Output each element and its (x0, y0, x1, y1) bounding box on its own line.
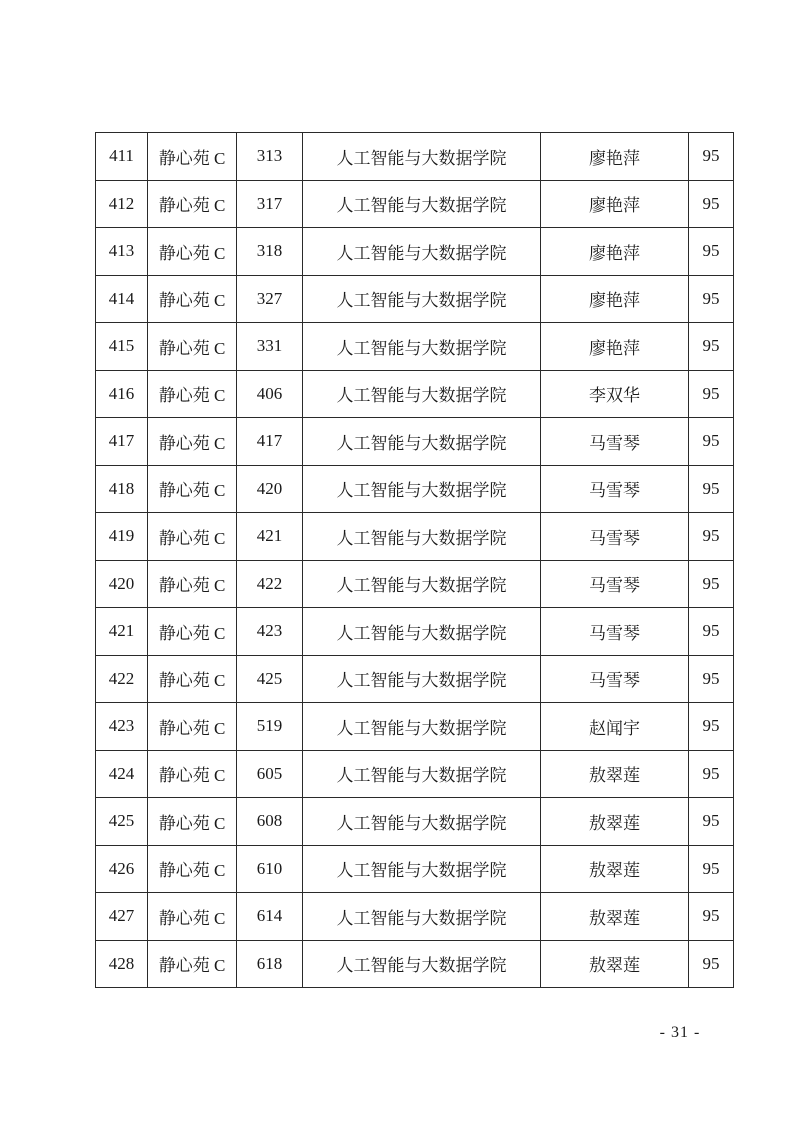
table-row (96, 893, 734, 941)
cell-college: 人工智能与大数据学院 (303, 323, 541, 371)
cell-score: 95 (689, 323, 734, 371)
cell-room: 614 (237, 893, 303, 941)
cell-room: 422 (237, 560, 303, 608)
cell-college: 人工智能与大数据学院 (303, 845, 541, 893)
cell-index: 427 (96, 893, 148, 941)
cell-room: 421 (237, 513, 303, 561)
cell-room: 618 (237, 940, 303, 988)
cell-index: 413 (96, 228, 148, 276)
cell-index: 420 (96, 560, 148, 608)
cell-name: 敖翠莲 (541, 750, 689, 798)
cell-college: 人工智能与大数据学院 (303, 608, 541, 656)
table-row (96, 228, 734, 276)
cell-room: 608 (237, 798, 303, 846)
cell-room: 318 (237, 228, 303, 276)
cell-name: 廖艳萍 (541, 275, 689, 323)
cell-college: 人工智能与大数据学院 (303, 560, 541, 608)
cell-building: 静心苑 C (148, 275, 237, 323)
cell-name: 马雪琴 (541, 418, 689, 466)
cell-college: 人工智能与大数据学院 (303, 750, 541, 798)
cell-name: 马雪琴 (541, 655, 689, 703)
cell-building: 静心苑 C (148, 750, 237, 798)
cell-score: 95 (689, 608, 734, 656)
data-table (95, 132, 734, 988)
cell-college: 人工智能与大数据学院 (303, 228, 541, 276)
table-row (96, 608, 734, 656)
cell-index: 419 (96, 513, 148, 561)
cell-building: 静心苑 C (148, 418, 237, 466)
cell-score: 95 (689, 845, 734, 893)
cell-index: 428 (96, 940, 148, 988)
cell-building: 静心苑 C (148, 228, 237, 276)
cell-index: 412 (96, 180, 148, 228)
cell-name: 敖翠莲 (541, 845, 689, 893)
cell-room: 605 (237, 750, 303, 798)
cell-score: 95 (689, 465, 734, 513)
cell-index: 423 (96, 703, 148, 751)
table-row (96, 465, 734, 513)
cell-college: 人工智能与大数据学院 (303, 133, 541, 181)
table-row (96, 133, 734, 181)
cell-index: 418 (96, 465, 148, 513)
table-row (96, 655, 734, 703)
cell-room: 610 (237, 845, 303, 893)
cell-room: 406 (237, 370, 303, 418)
cell-building: 静心苑 C (148, 180, 237, 228)
cell-college: 人工智能与大数据学院 (303, 418, 541, 466)
table-row (96, 180, 734, 228)
cell-name: 廖艳萍 (541, 228, 689, 276)
cell-name: 廖艳萍 (541, 323, 689, 371)
cell-college: 人工智能与大数据学院 (303, 703, 541, 751)
cell-score: 95 (689, 180, 734, 228)
cell-room: 420 (237, 465, 303, 513)
cell-room: 417 (237, 418, 303, 466)
cell-name: 廖艳萍 (541, 133, 689, 181)
cell-building: 静心苑 C (148, 940, 237, 988)
table-row (96, 798, 734, 846)
cell-college: 人工智能与大数据学院 (303, 513, 541, 561)
cell-name: 廖艳萍 (541, 180, 689, 228)
cell-index: 417 (96, 418, 148, 466)
cell-room: 331 (237, 323, 303, 371)
table-row (96, 513, 734, 561)
table-row (96, 560, 734, 608)
cell-building: 静心苑 C (148, 703, 237, 751)
cell-name: 敖翠莲 (541, 893, 689, 941)
cell-building: 静心苑 C (148, 798, 237, 846)
cell-index: 416 (96, 370, 148, 418)
cell-college: 人工智能与大数据学院 (303, 275, 541, 323)
cell-name: 李双华 (541, 370, 689, 418)
cell-college: 人工智能与大数据学院 (303, 465, 541, 513)
cell-index: 425 (96, 798, 148, 846)
table-row (96, 940, 734, 988)
cell-college: 人工智能与大数据学院 (303, 655, 541, 703)
cell-name: 敖翠莲 (541, 798, 689, 846)
cell-college: 人工智能与大数据学院 (303, 798, 541, 846)
cell-score: 95 (689, 893, 734, 941)
cell-name: 马雪琴 (541, 465, 689, 513)
cell-room: 423 (237, 608, 303, 656)
cell-score: 95 (689, 560, 734, 608)
cell-building: 静心苑 C (148, 465, 237, 513)
cell-score: 95 (689, 703, 734, 751)
cell-score: 95 (689, 275, 734, 323)
cell-building: 静心苑 C (148, 560, 237, 608)
page-number: - 31 - (659, 1024, 701, 1041)
cell-building: 静心苑 C (148, 133, 237, 181)
cell-building: 静心苑 C (148, 845, 237, 893)
cell-building: 静心苑 C (148, 655, 237, 703)
cell-index: 414 (96, 275, 148, 323)
cell-name: 马雪琴 (541, 560, 689, 608)
cell-name: 赵闻宇 (541, 703, 689, 751)
cell-college: 人工智能与大数据学院 (303, 180, 541, 228)
cell-score: 95 (689, 655, 734, 703)
cell-building: 静心苑 C (148, 893, 237, 941)
cell-index: 424 (96, 750, 148, 798)
cell-score: 95 (689, 228, 734, 276)
cell-building: 静心苑 C (148, 370, 237, 418)
cell-room: 519 (237, 703, 303, 751)
cell-index: 415 (96, 323, 148, 371)
cell-building: 静心苑 C (148, 608, 237, 656)
cell-score: 95 (689, 750, 734, 798)
cell-room: 317 (237, 180, 303, 228)
table-row (96, 370, 734, 418)
cell-building: 静心苑 C (148, 513, 237, 561)
cell-score: 95 (689, 370, 734, 418)
cell-building: 静心苑 C (148, 323, 237, 371)
cell-score: 95 (689, 133, 734, 181)
table-row (96, 418, 734, 466)
table-row (96, 845, 734, 893)
cell-room: 327 (237, 275, 303, 323)
table-row (96, 323, 734, 371)
cell-college: 人工智能与大数据学院 (303, 370, 541, 418)
cell-score: 95 (689, 798, 734, 846)
cell-score: 95 (689, 513, 734, 561)
cell-index: 426 (96, 845, 148, 893)
cell-name: 马雪琴 (541, 513, 689, 561)
cell-room: 425 (237, 655, 303, 703)
table-row (96, 750, 734, 798)
cell-score: 95 (689, 940, 734, 988)
table-row (96, 275, 734, 323)
cell-college: 人工智能与大数据学院 (303, 893, 541, 941)
table-row (96, 703, 734, 751)
cell-room: 313 (237, 133, 303, 181)
cell-name: 马雪琴 (541, 608, 689, 656)
table-body (96, 133, 734, 988)
cell-college: 人工智能与大数据学院 (303, 940, 541, 988)
cell-index: 422 (96, 655, 148, 703)
cell-index: 421 (96, 608, 148, 656)
cell-score: 95 (689, 418, 734, 466)
cell-name: 敖翠莲 (541, 940, 689, 988)
cell-index: 411 (96, 133, 148, 181)
